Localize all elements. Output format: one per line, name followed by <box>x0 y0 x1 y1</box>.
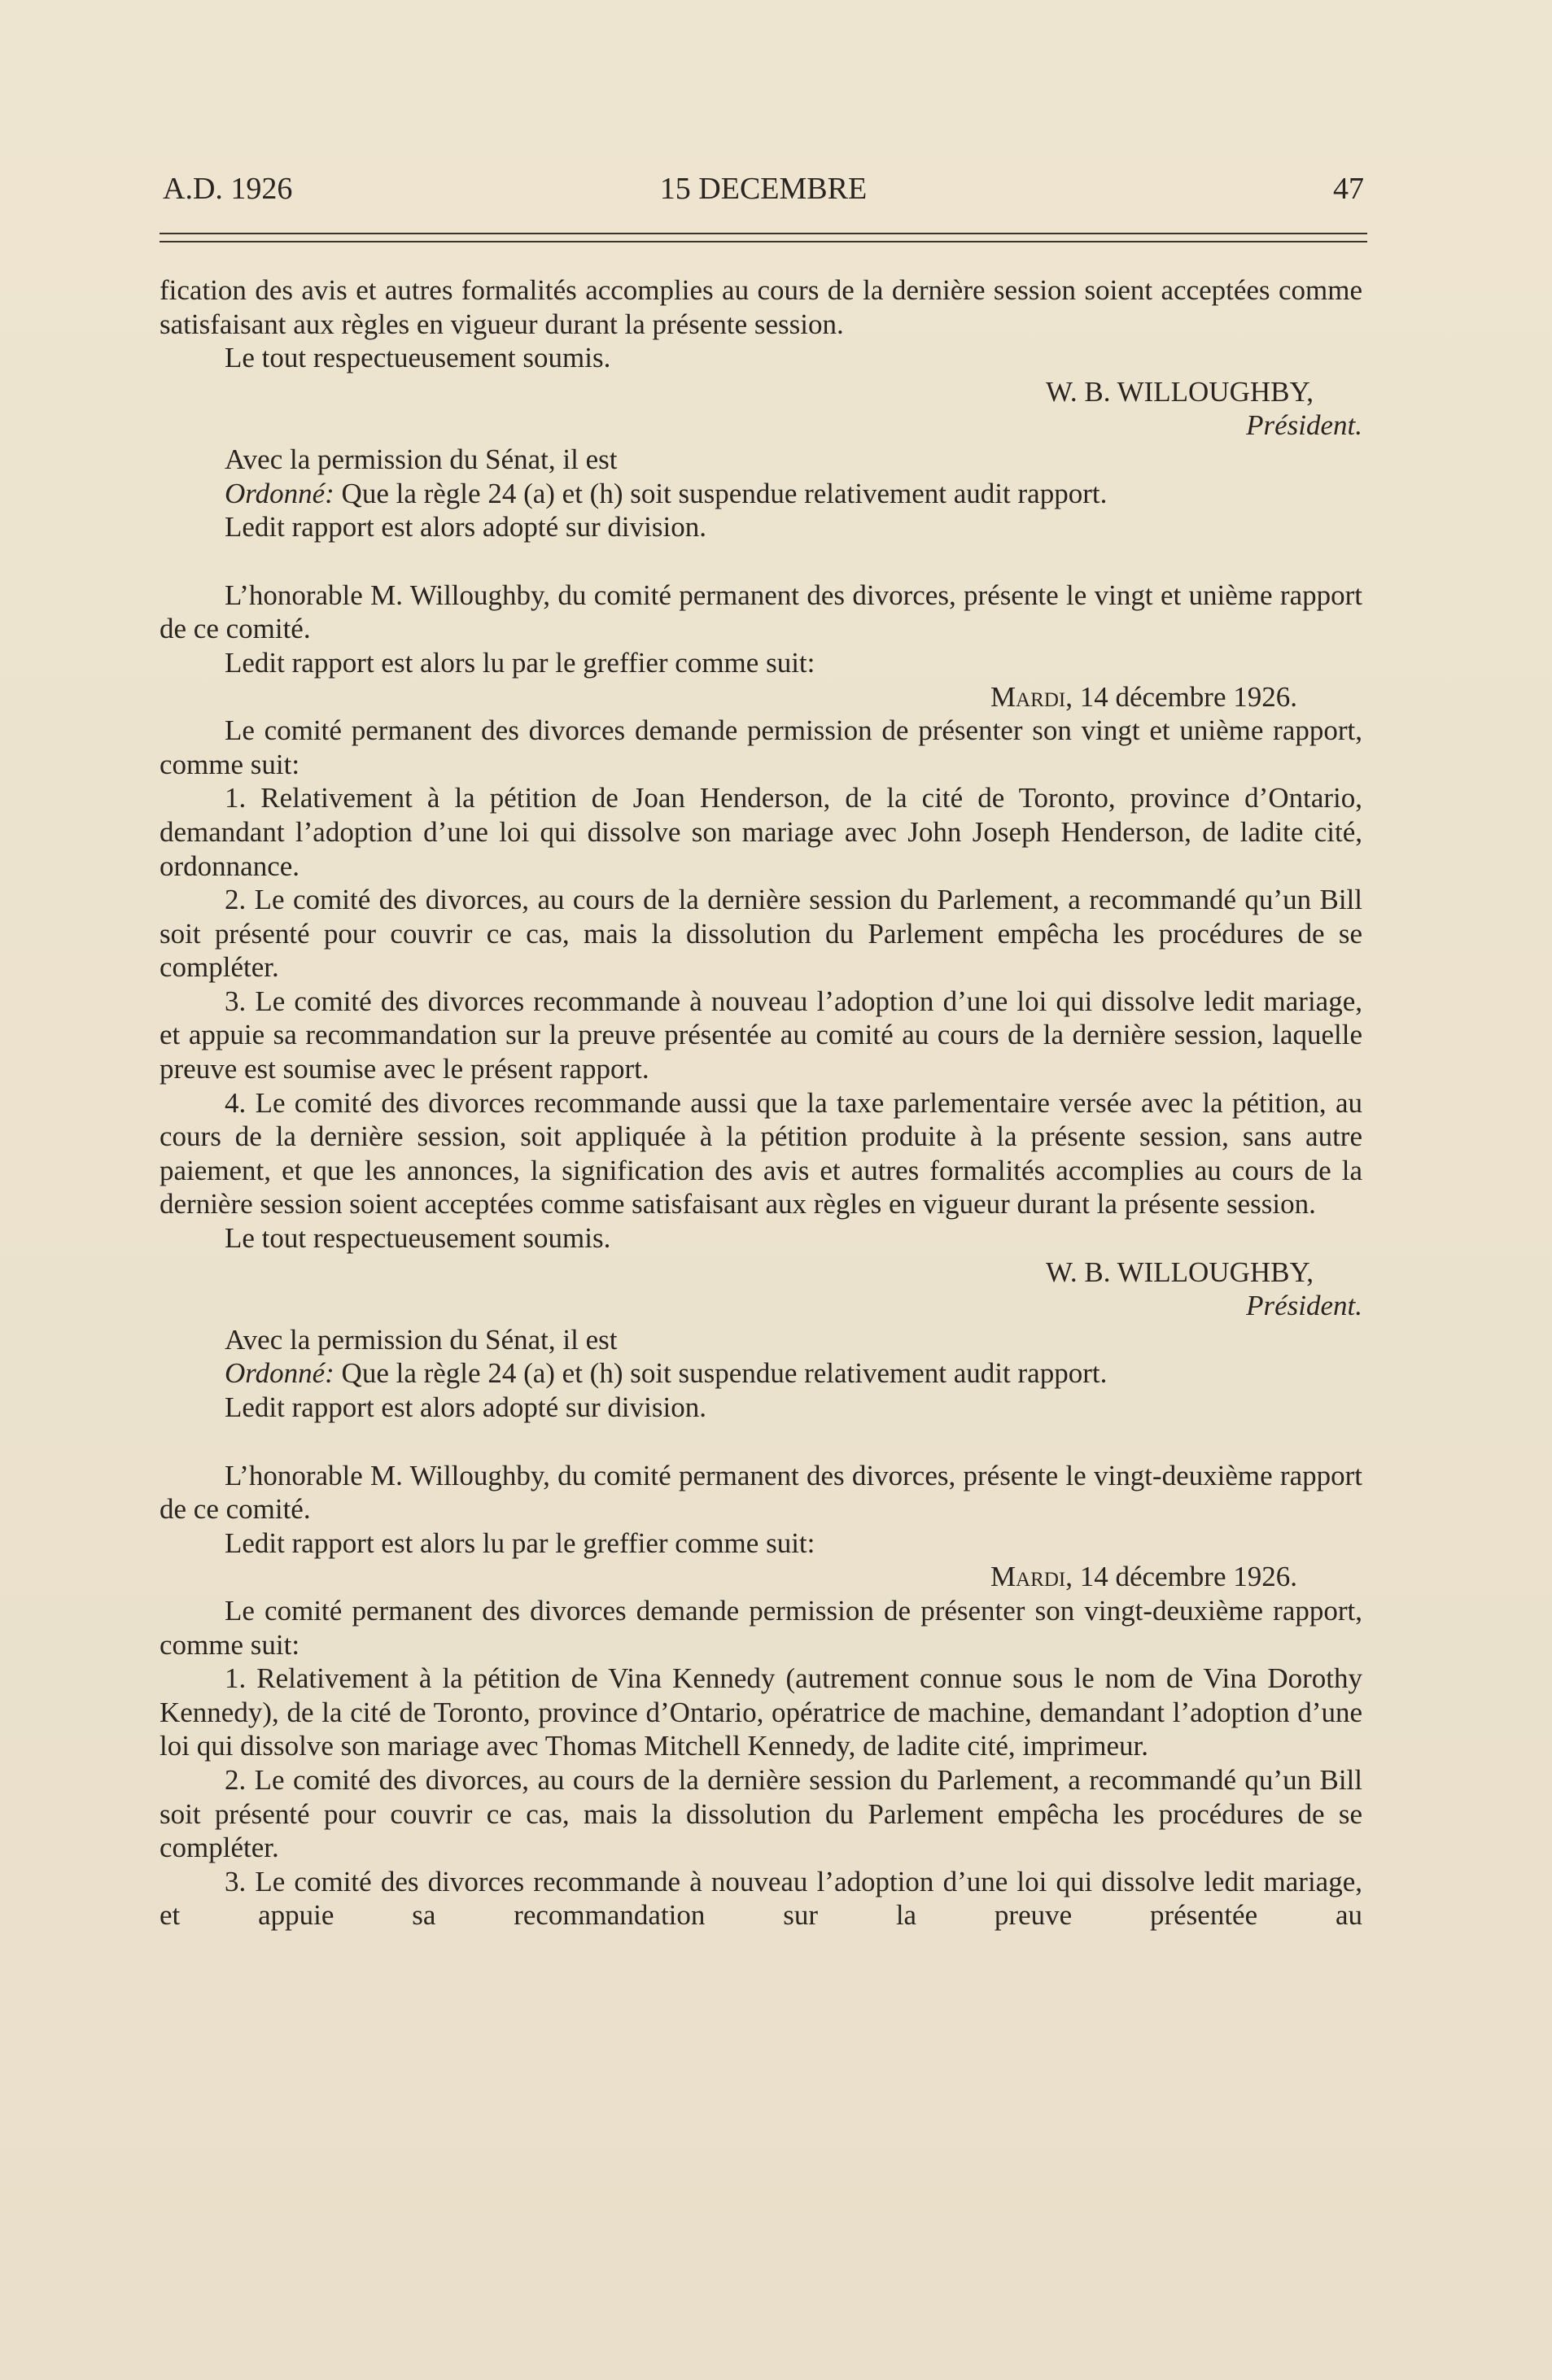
report-request: Le comité permanent des divorces demande permission de présenter son vingt et unième rapport, comme suit: <box>160 714 1362 780</box>
report-item: 3. Le comité des divorces recommande à nouveau l’adoption d’une loi qui dissolve ledit mariage, et appuie sa recommandation sur la preuve présentée au comité au cours de la dernière session, laquelle preuve est soumise avec le présent rapport. <box>160 985 1362 1085</box>
report-request: Le comité permanent des divorces demande permission de présenter son vingt-deuxième rapport, comme suit: <box>160 1594 1362 1661</box>
header-double-rule <box>160 233 1367 242</box>
report-item: 2. Le comité des divorces, au cours de la dernière session du Parlement, a recommandé qu’un Bill soit présenté pour couvrir ce cas, mais la dissolution du Parlement empêcha les procédures de se compléter. <box>160 884 1362 984</box>
report-read-line: Ledit rapport est alors lu par le greffier comme suit: <box>225 646 815 679</box>
report-item: 2. Le comité des divorces, au cours de la dernière session du Parlement, a recommandé qu’un Bill soit présenté pour couvrir ce cas, mais la dissolution du Parlement empêcha les procédures de se compléter. <box>160 1763 1362 1864</box>
adopted-line: Ledit rapport est alors adopté sur division. <box>225 1391 706 1423</box>
submitted-line: Le tout respectueusement soumis. <box>225 342 611 374</box>
ordonne-paragraph <box>160 477 1362 511</box>
signature: W. B. WILLOUGHBY, <box>1046 1256 1314 1288</box>
report-item: 1. Relativement à la pétition de Vina Kennedy (autrement connue sous le nom de Vina Dorothy Kennedy), de la cité de Toronto, province d’Ontario, opératrice de machine, demandant l’adoption d’une loi qui dissolve son mariage avec Thomas Mitchell Kennedy, de ladite cité, imprimeur. <box>160 1662 1362 1762</box>
signature-title: Président. <box>1246 1290 1362 1322</box>
ordonne-paragraph <box>160 1356 1362 1391</box>
header-date: 15 DECEMBRE <box>659 172 868 206</box>
signature-title: Président. <box>1246 409 1362 442</box>
header-year: A.D. 1926 <box>163 172 293 206</box>
ordonne-label: Ordonné: <box>225 1357 334 1390</box>
report-read-line: Ledit rapport est alors lu par le greffier comme suit: <box>225 1526 815 1559</box>
report-item: 1. Relativement à la pétition de Joan Henderson, de la cité de Toronto, province d’Ontario, demandant l’adoption d’une loi qui dissolve son mariage avec John Joseph Henderson, de ladite cité, ordonnance. <box>160 782 1362 882</box>
continued-paragraph: fication des avis et autres formalités accomplies au cours de la dernière session soient acceptées comme satisfaisant aux règles en vigueur durant la présente session. <box>160 274 1362 340</box>
ordonne-text: Que la règle 24 (a) et (h) soit suspendue relativement audit rapport. <box>334 477 1108 509</box>
signature: W. B. WILLOUGHBY, <box>1046 375 1314 408</box>
report-intro: L’honorable M. Willoughby, du comité permanent des divorces, présente le vingt-deuxième rapport de ce comité. <box>160 1459 1362 1526</box>
ordonne-text: Que la règle 24 (a) et (h) soit suspendue relativement audit rapport. <box>334 1357 1108 1390</box>
permission-line: Avec la permission du Sénat, il est <box>225 1323 618 1356</box>
report-date <box>160 680 1362 714</box>
date-rest: , 14 décembre 1926. <box>1065 1561 1297 1593</box>
report-date <box>160 1560 1362 1594</box>
page-header <box>163 171 1364 216</box>
page-body <box>160 273 1362 1932</box>
ordonne-label: Ordonné: <box>225 477 334 509</box>
permission-line: Avec la permission du Sénat, il est <box>225 443 618 475</box>
report-item: 4. Le comité des divorces recommande aussi que la taxe parlementaire versée avec la pétition, au cours de la dernière session, soit appliquée à la pétition produite à la présente session, sans autre paiement, et que les annonces, la signification des avis et autres formalités accomplies au cours de la dernière session soient acceptées comme satisfaisant aux règles en vigueur durant la présente session. <box>160 1086 1362 1221</box>
submitted-line: Le tout respectueusement soumis. <box>225 1222 611 1255</box>
date-rest: , 14 décembre 1926. <box>1065 680 1297 713</box>
page-number: 47 <box>1333 172 1364 206</box>
date-day: Mardi <box>990 680 1066 713</box>
report-intro: L’honorable M. Willoughby, du comité permanent des divorces, présente le vingt et unième rapport de ce comité. <box>160 579 1362 645</box>
adopted-line: Ledit rapport est alors adopté sur division. <box>225 511 706 544</box>
report-item: 3. Le comité des divorces recommande à nouveau l’adoption d’une loi qui dissolve ledit mariage, et appuie sa recommandation sur la preuve présentée au <box>160 1865 1362 1932</box>
date-day: Mardi <box>990 1561 1066 1593</box>
